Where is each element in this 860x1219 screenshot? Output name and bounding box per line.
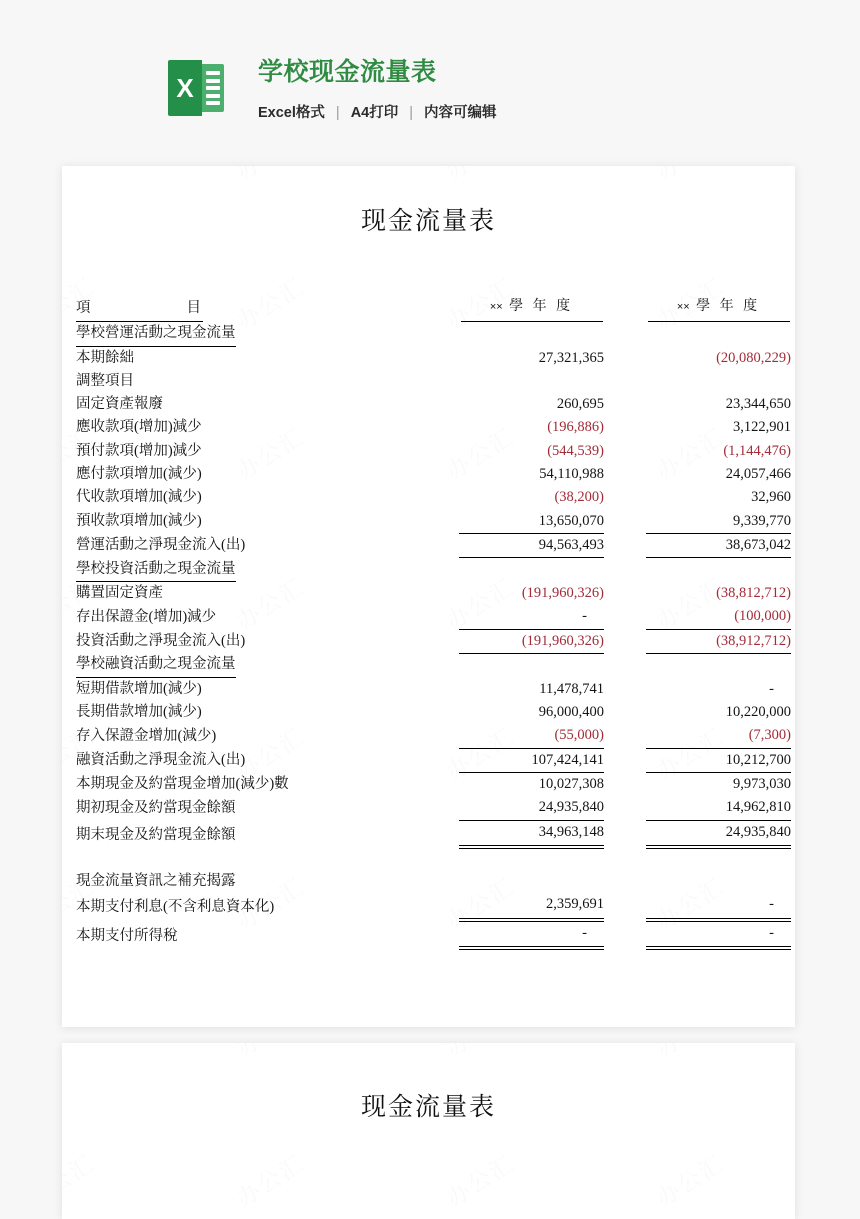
- cell-amount-col2: 32,960: [751, 489, 791, 506]
- table-row: [76, 653, 791, 677]
- cell-amount-col1: [459, 370, 604, 393]
- cell-gap: [604, 347, 646, 370]
- sheet-title-2: 现金流量表: [360, 1094, 496, 1121]
- cell-gap: [604, 440, 646, 463]
- cell-amount-col1: 24,935,840: [459, 796, 604, 820]
- cell-gap: [604, 416, 646, 439]
- col-header-year-2-label: 學 年 度: [696, 299, 761, 314]
- cell-item-label: 存入保證金增加(減少): [76, 727, 217, 744]
- cell-amount-col2: 9,973,030: [733, 775, 791, 792]
- cell-item-label: 存出保證金(增加)減少: [76, 608, 217, 625]
- cell-amount-col1: (191,960,326): [459, 629, 604, 653]
- supplement-heading-row: [76, 870, 791, 893]
- table-body: [76, 322, 791, 948]
- cell-gap: [604, 820, 646, 847]
- cell-gap: [604, 748, 646, 772]
- table-row: [76, 416, 791, 439]
- cell-item-label: [76, 558, 459, 582]
- supplement-row: [76, 920, 791, 948]
- col-header-item-right: 目: [186, 300, 201, 316]
- cell-amount-col2: [646, 370, 791, 393]
- table-row: [76, 440, 791, 463]
- cell-amount-col1: 34,963,148: [459, 820, 604, 847]
- cell-amount-col2: 10,212,700: [646, 748, 791, 772]
- table-row: [76, 533, 791, 557]
- table-row: [76, 701, 791, 724]
- cell-amount-col2: 10,220,000: [725, 704, 791, 721]
- meta-editable: 内容可编辑: [424, 105, 497, 121]
- cell-amount-col1: 11,478,741: [539, 680, 604, 697]
- col-header-gap: [604, 295, 646, 322]
- table-row: [76, 724, 791, 748]
- cell-amount-col2: 38,673,042: [646, 533, 791, 557]
- cell-amount-col1: 260,695: [556, 396, 604, 413]
- table-spacer: [76, 847, 791, 870]
- cell-gap: [604, 582, 646, 605]
- cell-gap: [604, 893, 646, 919]
- excel-icon-grid: [206, 71, 220, 105]
- col-header-year-1-prefix: ××: [489, 301, 503, 313]
- table-row: [76, 772, 791, 796]
- cell-gap: [604, 510, 646, 534]
- excel-file-icon: [168, 60, 224, 116]
- cell-amount-col2: -: [769, 680, 774, 697]
- cell-amount-col1: 94,563,493: [459, 533, 604, 557]
- cell-gap: [604, 605, 646, 629]
- cell-amount-col2: (100,000): [734, 608, 791, 625]
- table-row: [76, 347, 791, 370]
- col-header-item-left: 項: [76, 300, 91, 316]
- cell-item-label: 期末現金及約當現金餘額: [76, 826, 236, 843]
- col-header-year-1: [459, 295, 604, 322]
- col-header-year-2: [646, 295, 791, 322]
- cell-amount-col2: [646, 558, 791, 582]
- cell-amount-col1: -: [459, 920, 604, 948]
- cell-amount-col1: 2,359,691: [459, 893, 604, 919]
- cell-item-label: 本期餘絀: [76, 349, 134, 366]
- cell-item-label: [76, 322, 459, 346]
- cell-amount-col2: 3,122,901: [733, 419, 791, 436]
- cell-gap: [604, 678, 646, 701]
- cash-flow-table: [76, 295, 791, 950]
- cell-amount-col1: 96,000,400: [538, 704, 604, 721]
- document-page-1: [62, 166, 795, 1027]
- cell-amount-col1: [459, 322, 604, 346]
- cell-gap: [604, 920, 646, 948]
- table-row: [76, 796, 791, 820]
- cell-item-label: 長期借款增加(減少): [76, 704, 202, 721]
- cell-amount-col1: (38,200): [554, 489, 604, 506]
- table-row: [76, 370, 791, 393]
- cell-amount-col1: 54,110,988: [539, 466, 604, 483]
- cell-gap: [604, 772, 646, 796]
- cell-item-label: 固定資產報廢: [76, 396, 163, 413]
- cell-item-label: 短期借款增加(減少): [76, 680, 202, 697]
- cell-gap: [604, 558, 646, 582]
- table-row: [76, 678, 791, 701]
- cell-item-label: 預收款項增加(減少): [76, 513, 202, 530]
- cell-item-label: 本期支付所得稅: [76, 927, 178, 944]
- cell-amount-col2: [646, 653, 791, 677]
- section-heading-text: 學校投資活動之現金流量: [76, 558, 236, 582]
- cell-gap: [604, 796, 646, 820]
- cell-item-label: 本期支付利息(不含利息資本化): [76, 899, 275, 916]
- cell-gap: [604, 533, 646, 557]
- cell-amount-col2: -: [646, 920, 791, 948]
- meta-separator-1: |: [335, 105, 340, 121]
- page-banner: [0, 0, 860, 166]
- section-heading-text: 學校融資活動之現金流量: [76, 653, 236, 677]
- cell-amount-col1: 107,424,141: [459, 748, 604, 772]
- cell-amount-col2: (38,812,712): [716, 585, 791, 602]
- table-row: [76, 748, 791, 772]
- col-header-item: [76, 295, 459, 322]
- banner-meta: [258, 101, 497, 122]
- cell-amount-col1: 10,027,308: [538, 775, 604, 792]
- cell-amount-col2: (38,912,712): [646, 629, 791, 653]
- cell-amount-col1: [459, 558, 604, 582]
- cell-amount-col1: 27,321,365: [538, 349, 604, 366]
- cell-amount-col2: -: [646, 893, 791, 919]
- meta-format: Excel格式: [258, 105, 325, 121]
- cell-amount-col1: -: [582, 608, 587, 625]
- cell-gap: [604, 370, 646, 393]
- table-row: [76, 510, 791, 534]
- banner-text-block: [258, 57, 497, 122]
- excel-icon-letter: X: [176, 73, 194, 103]
- cell-amount-col1: (544,539): [547, 442, 604, 459]
- meta-separator-2: |: [409, 105, 414, 121]
- supplement-heading: 現金流量資訊之補充揭露: [76, 873, 236, 890]
- cell-amount-col2: (20,080,229): [716, 349, 791, 366]
- table-row: [76, 820, 791, 847]
- cell-amount-col2: 23,344,650: [725, 396, 791, 413]
- cell-amount-col2: 14,962,810: [646, 796, 791, 820]
- meta-print: A4打印: [350, 105, 399, 121]
- table-row: [76, 558, 791, 582]
- cell-amount-col1: (191,960,326): [521, 585, 604, 602]
- cell-gap: [604, 463, 646, 486]
- cell-gap: [604, 724, 646, 748]
- cell-gap: [604, 701, 646, 724]
- table-row: [76, 605, 791, 629]
- cell-item-label: 期初現金及約當現金餘額: [76, 799, 236, 816]
- spreadsheet-sheet-1: [62, 166, 795, 1027]
- cell-gap: [604, 322, 646, 346]
- col-header-year-1-label: 學 年 度: [509, 299, 574, 314]
- table-header: [76, 295, 791, 322]
- cell-item-label: 投資活動之淨現金流入(出): [76, 633, 246, 650]
- cell-item-label: 預付款項(增加)減少: [76, 442, 202, 459]
- sheet-title: 现金流量表: [360, 208, 496, 235]
- cell-amount-col2: 24,935,840: [646, 820, 791, 847]
- section-heading-text: 學校營運活動之現金流量: [76, 322, 236, 346]
- cell-item-label: 應收款項(增加)減少: [76, 419, 202, 436]
- cell-gap: [604, 653, 646, 677]
- cell-amount-col2: 9,339,770: [733, 512, 791, 529]
- cell-amount-col1: (196,886): [547, 419, 604, 436]
- cell-item-label: 代收款項增加(減少): [76, 489, 202, 506]
- table-row: [76, 486, 791, 509]
- table-row: [76, 322, 791, 346]
- cell-item-label: 購置固定資產: [76, 585, 163, 602]
- cell-item-label: [76, 653, 459, 677]
- cell-amount-col2: [646, 322, 791, 346]
- table-row: [76, 463, 791, 486]
- cell-gap: [604, 629, 646, 653]
- cell-gap: [604, 393, 646, 416]
- cell-amount-col1: [459, 653, 604, 677]
- cell-item-label: 本期現金及約當現金增加(減少)數: [76, 775, 289, 792]
- banner-content: [168, 57, 497, 122]
- cell-amount-col1: (55,000): [554, 727, 604, 744]
- table-row: [76, 582, 791, 605]
- col-header-year-2-prefix: ××: [676, 301, 690, 313]
- supplement-row: [76, 893, 791, 919]
- cell-amount-col1: 13,650,070: [538, 512, 604, 529]
- cell-gap: [604, 486, 646, 509]
- spreadsheet-sheet-2: [62, 1043, 795, 1219]
- page-title: 学校现金流量表: [258, 58, 437, 86]
- cell-item-label: 調整項目: [76, 372, 134, 389]
- cell-amount-col2: (7,300): [748, 727, 791, 744]
- cell-item-label: 應付款項增加(減少): [76, 466, 202, 483]
- document-page-2: [62, 1043, 795, 1219]
- table-row: [76, 629, 791, 653]
- cell-amount-col2: (1,144,476): [723, 442, 791, 459]
- cell-item-label: 融資活動之淨現金流入(出): [76, 752, 246, 769]
- cell-item-label: 營運活動之淨現金流入(出): [76, 537, 246, 554]
- cell-amount-col2: 24,057,466: [725, 466, 791, 483]
- table-row: [76, 393, 791, 416]
- table-header-row: [76, 295, 791, 322]
